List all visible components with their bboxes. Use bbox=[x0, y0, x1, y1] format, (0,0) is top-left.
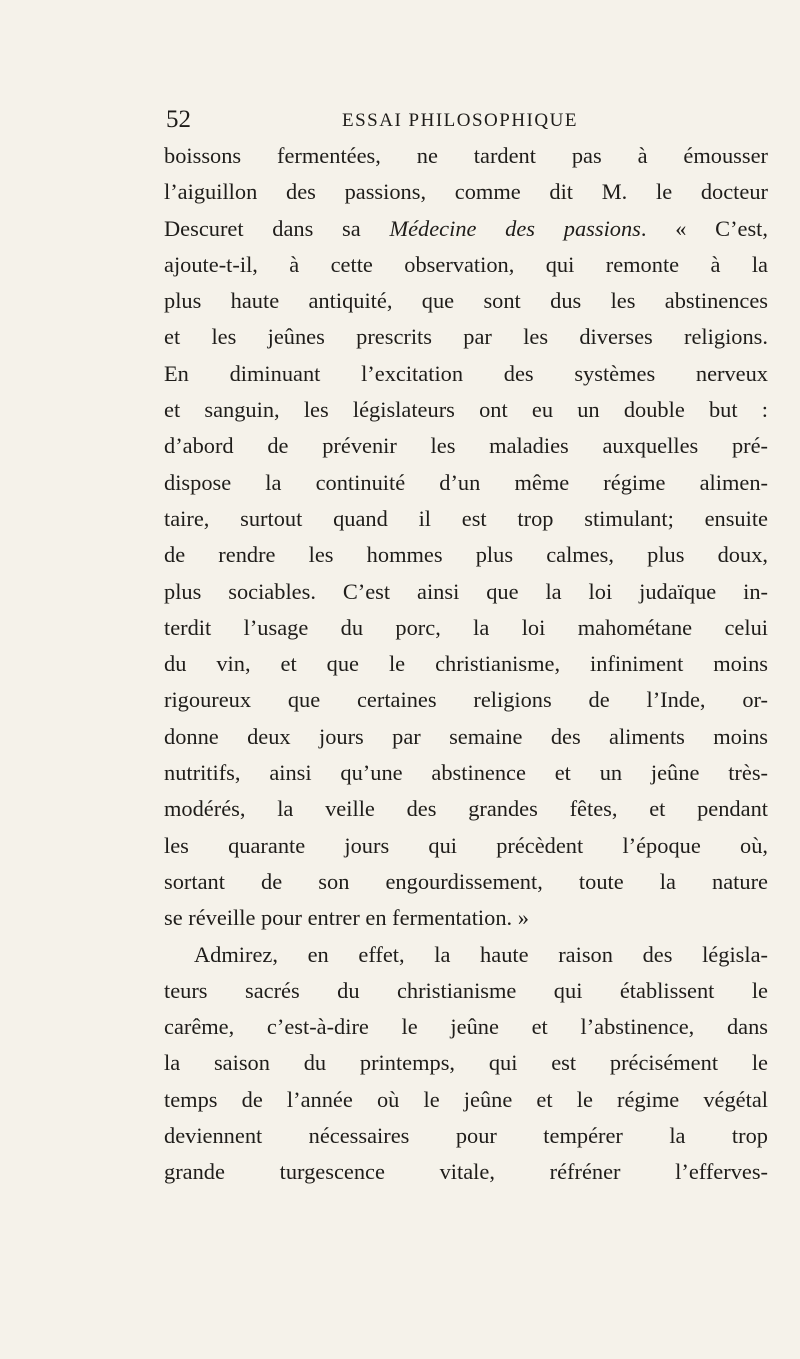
text-line: sortant de son engourdissement, toute la nature bbox=[164, 868, 768, 894]
text-line: dispose la continuité d’un même régime alimen- bbox=[164, 469, 768, 495]
text-line: temps de l’année où le jeûne et le régime végétal bbox=[164, 1086, 768, 1112]
text-line: donne deux jours par semaine des aliments moins bbox=[164, 723, 768, 749]
text-line: nutritifs, ainsi qu’une abstinence et un jeûne très- bbox=[164, 760, 768, 786]
text-line: du vin, et que le christianisme, infiniment moins bbox=[164, 651, 768, 677]
text-line: d’abord de prévenir les maladies auxquelles pré- bbox=[164, 433, 768, 459]
text-line: et sanguin, les législateurs ont eu un double but : bbox=[164, 397, 768, 423]
text-line: l’aiguillon des passions, comme dit M. le docteur bbox=[164, 179, 768, 205]
text-line: modérés, la veille des grandes fêtes, et pendant bbox=[164, 796, 768, 822]
text-line: plus haute antiquité, que sont dus les abstinences bbox=[164, 288, 768, 314]
running-head: ESSAI PHILOSOPHIQUE bbox=[342, 110, 578, 131]
text-line: se réveille pour entrer en fermentation. » bbox=[164, 905, 529, 931]
text-line-segment: Descuret dans sa bbox=[164, 215, 390, 241]
page-number: 52 bbox=[166, 106, 191, 133]
text-line: carême, c’est-à-dire le jeûne et l’abstinence, dans bbox=[164, 1014, 768, 1040]
text-line: grande turgescence vitale, réfréner l’efferves- bbox=[164, 1159, 768, 1185]
text-line: plus sociables. C’est ainsi que la loi judaïque in- bbox=[164, 578, 768, 604]
book-title: Médecine des passions bbox=[389, 215, 641, 241]
text-line-segment: . « C’est, bbox=[640, 215, 768, 241]
text-line: En diminuant l’excitation des systèmes nerveux bbox=[164, 360, 768, 386]
paragraph-first-line: Admirez, en effet, la haute raison des législa- bbox=[194, 941, 768, 967]
text-line: la saison du printemps, qui est précisément le bbox=[164, 1050, 768, 1076]
text-line: terdit l’usage du porc, la loi mahométane celui bbox=[164, 614, 768, 640]
text-line: teurs sacrés du christianisme qui établissent le bbox=[164, 977, 768, 1003]
text-line: et les jeûnes prescrits par les diverses religions. bbox=[164, 324, 768, 350]
text-line: boissons fermentées, ne tardent pas à émousser bbox=[164, 143, 768, 168]
body-text bbox=[164, 138, 768, 1191]
text-line: de rendre les hommes plus calmes, plus doux, bbox=[164, 542, 768, 568]
text-line bbox=[164, 211, 768, 247]
text-line: taire, surtout quand il est trop stimulant; ensuite bbox=[164, 505, 768, 531]
text-line: deviennent nécessaires pour tempérer la trop bbox=[164, 1123, 768, 1149]
text-line: ajoute-t-il, à cette observation, qui remonte à la bbox=[164, 251, 768, 277]
text-line: rigoureux que certaines religions de l’Inde, or- bbox=[164, 687, 768, 713]
text-line: les quarante jours qui précèdent l’époque où, bbox=[164, 832, 768, 858]
page-header bbox=[166, 104, 766, 136]
